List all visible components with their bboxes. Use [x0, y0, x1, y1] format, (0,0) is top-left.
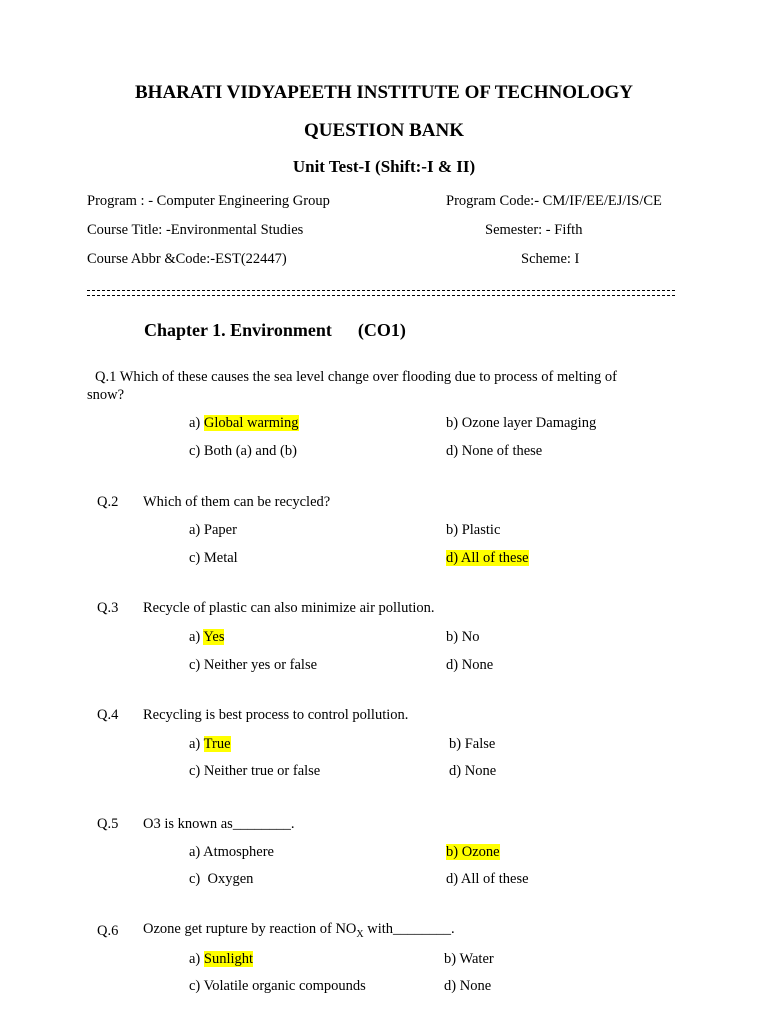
program-code-label: Program Code:- CM/IF/EE/EJ/IS/CE: [446, 193, 662, 209]
option-b[interactable]: b) No: [446, 629, 480, 645]
question-text: Recycling is best process to control pollution.: [143, 707, 409, 723]
question-text: Recycle of plastic can also minimize air pollution.: [143, 600, 435, 616]
option-d[interactable]: d) None of these: [446, 443, 543, 459]
correct-answer-highlight: d) All of these: [446, 550, 529, 566]
document-title: QUESTION BANK: [304, 120, 464, 141]
option-c[interactable]: c) Both (a) and (b): [189, 443, 297, 459]
correct-answer-highlight: Global warming: [203, 415, 299, 431]
question-text: Ozone get rupture by reaction of $NO_X$ with________.: [143, 921, 455, 940]
option-a[interactable]: a) Yes: [189, 629, 225, 645]
option-b[interactable]: b) Water: [444, 951, 494, 967]
semester-label: Semester: - Fifth: [485, 222, 583, 238]
option-a[interactable]: a) Sunlight: [189, 951, 254, 967]
scheme-label: Scheme: I: [521, 251, 580, 267]
option-c[interactable]: c) Metal: [189, 550, 238, 566]
program-label: Program : - Computer Engineering Group: [87, 193, 330, 209]
question-number: Q.1: [95, 369, 117, 385]
chapter-title: Chapter 1. Environment: [144, 320, 332, 340]
option-d[interactable]: d) None: [444, 978, 492, 994]
question-number: Q.2: [97, 494, 119, 510]
question-text: Which of them can be recycled?: [143, 494, 331, 510]
option-b[interactable]: b) Ozone layer Damaging: [446, 415, 597, 431]
option-a[interactable]: a) Paper: [189, 522, 237, 538]
divider-line-bottom: [87, 295, 675, 296]
option-d[interactable]: d) None: [449, 763, 497, 779]
subscript-x: X: [356, 928, 364, 940]
chapter-co: (CO1): [357, 320, 406, 340]
unit-test-title: Unit Test-I (Shift:-I & II): [292, 157, 476, 176]
option-b[interactable]: [446, 844, 500, 861]
option-b[interactable]: b) False: [449, 736, 496, 752]
correct-answer-highlight: b) Ozone: [446, 844, 500, 860]
course-abbr-label: Course Abbr &Code:-EST(22447): [87, 251, 287, 267]
option-c[interactable]: c) Neither yes or false: [189, 657, 318, 673]
divider-line-top: [87, 290, 675, 291]
correct-answer-highlight: True: [203, 736, 231, 752]
option-b[interactable]: b) Plastic: [446, 522, 501, 538]
option-c[interactable]: c) Oxygen: [189, 871, 254, 887]
option-a[interactable]: a) Atmosphere: [189, 844, 274, 860]
correct-answer-highlight: Sunlight: [203, 951, 254, 967]
institute-title: BHARATI VIDYAPEETH INSTITUTE OF TECHNOLOGY: [135, 82, 633, 103]
option-a[interactable]: a) True: [189, 736, 231, 752]
question-number: Q.4: [97, 707, 119, 723]
course-title-label: Course Title: -Environmental Studies: [87, 222, 304, 238]
option-c[interactable]: c) Neither true or false: [189, 763, 321, 779]
option-c[interactable]: c) Volatile organic compounds: [189, 978, 366, 994]
correct-answer-highlight: Yes: [203, 629, 225, 645]
option-d[interactable]: d) None: [446, 657, 494, 673]
question-text: O3 is known as________.: [143, 816, 295, 832]
option-d[interactable]: d) All of these: [446, 871, 529, 887]
question-number: Q.3: [97, 600, 119, 616]
option-a[interactable]: a) Global warming: [189, 415, 299, 431]
question-text-continued: snow?: [87, 387, 125, 403]
question-text: Q.1 Which of these causes the sea level change over flooding due to process of melting of: [95, 369, 617, 385]
chapter-heading: [144, 320, 406, 341]
option-d[interactable]: [446, 550, 529, 567]
question-number: Q.6: [97, 923, 119, 939]
question-number: Q.5: [97, 816, 119, 832]
